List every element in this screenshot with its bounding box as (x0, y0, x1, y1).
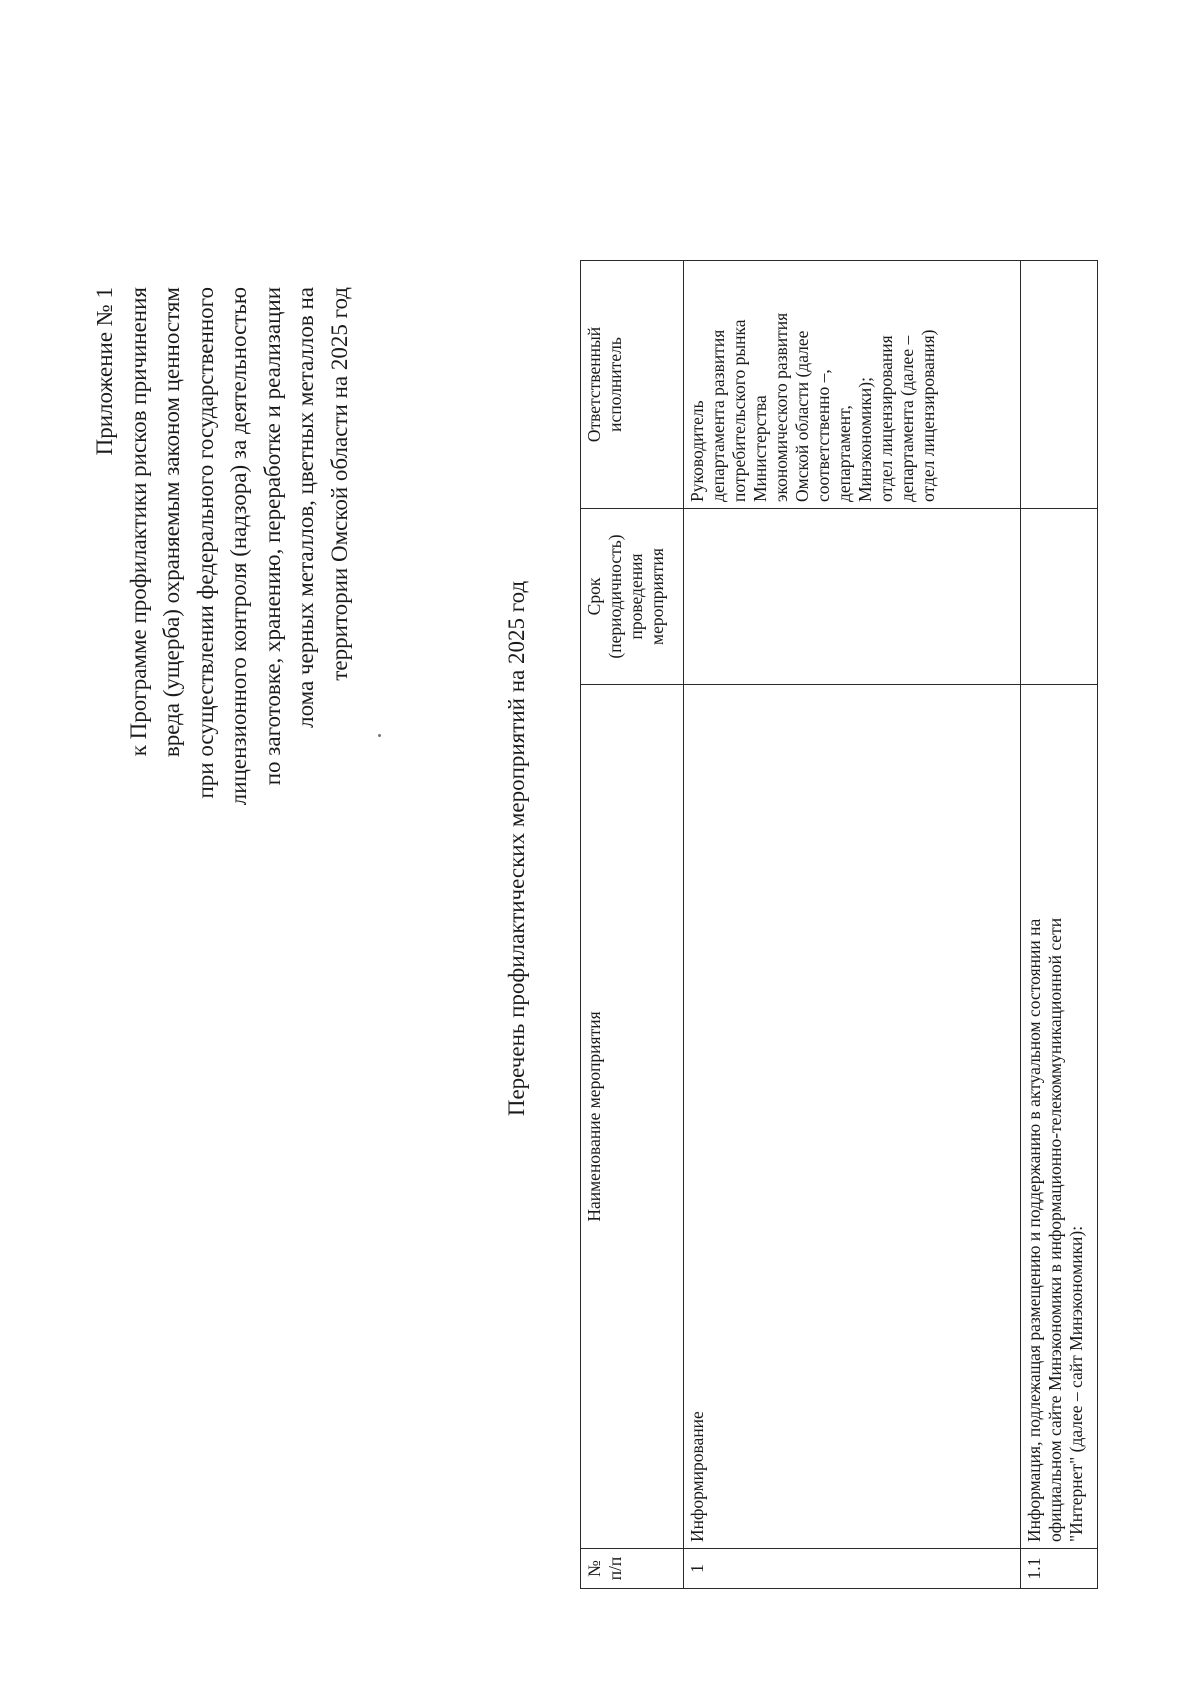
row-name: Информирование (684, 685, 1021, 1549)
annex-header (88, 287, 356, 1377)
annex-line: к Программе профилактики рисков причинения (125, 287, 151, 757)
row-term (1021, 509, 1098, 685)
row-num: 1.1 (1021, 1549, 1098, 1589)
measures-table (580, 260, 1098, 1589)
annex-line: лома черных металлов, цветных металлов на (293, 287, 318, 728)
header-term: Срок (периодичность) проведения мероприятия (581, 509, 684, 685)
table-header-row (581, 261, 684, 1589)
list-title: Перечень профилактических мероприятий на 2025 год (504, 580, 529, 1117)
header-executor: Ответственный исполнитель (581, 261, 684, 509)
row-num: 1 (684, 1549, 1021, 1589)
header-name: Наименование мероприятия (581, 685, 684, 1549)
annex-line: лицензионного контроля (надзора) за деятельностью (226, 287, 251, 806)
header-num: № п/п (581, 1549, 684, 1589)
annex-line: по заготовке, хранению, переработке и реализации (259, 287, 285, 786)
table-row (684, 261, 1021, 1589)
annex-line: территории Омской области на 2025 год (326, 287, 352, 681)
annex-title: Приложение № 1 (92, 287, 117, 456)
annex-line: при осуществлении федерального государственного (192, 287, 218, 799)
row-name: Информация, подлежащая размещению и поддержанию в актуальном состоянии на официальном сайте Минэкономики в информационно-телекоммуникационной сети "Интернет" (далее – сайт Минэкономики): (1021, 685, 1098, 1549)
row-term (684, 509, 1021, 685)
scan-speck (378, 734, 381, 737)
row-executor (1021, 261, 1098, 509)
annex-line: вреда (ущерба) охраняемым законом ценностям (159, 287, 184, 758)
row-executor: Руководитель департамента развития потребительского рынка Министерства экономического развития Омской области (далее соответственно –, департамент, Минэкономики); отдел лицензирования департамента (далее – отдел лицензирования) (684, 261, 1021, 509)
table-row (1021, 261, 1098, 1589)
